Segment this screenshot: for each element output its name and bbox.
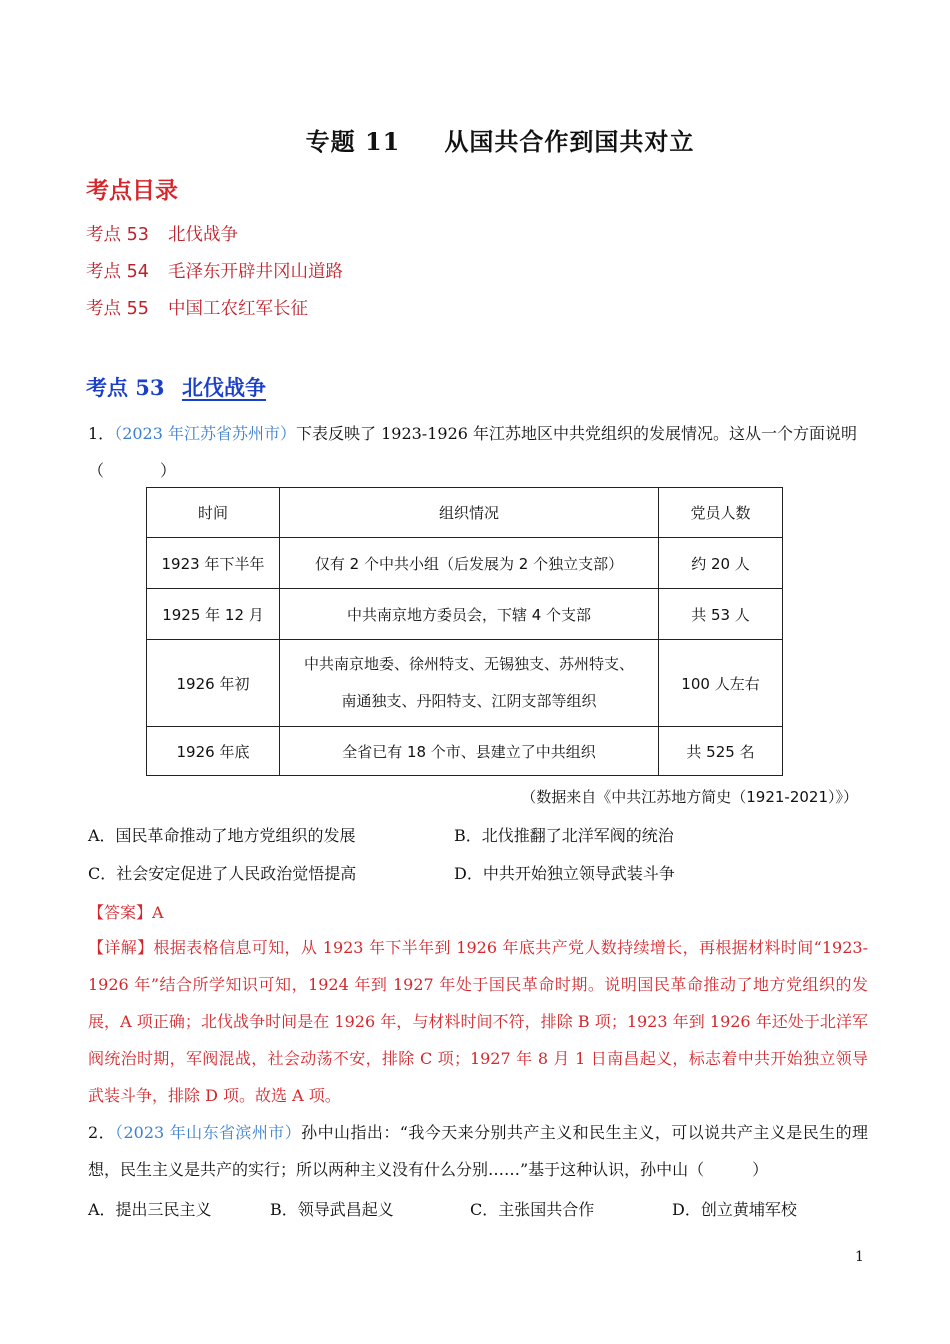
table-cell: 共 53 人: [659, 589, 783, 640]
table-cell: [280, 640, 659, 727]
title-prefix: 专题 11: [305, 127, 401, 156]
explanation: [88, 929, 868, 1114]
table-header: 组织情况: [280, 488, 659, 538]
table-row: [147, 640, 783, 727]
table-header: 时间: [147, 488, 280, 538]
toc-item-label: 毛泽东开辟井冈山道路: [168, 262, 343, 282]
toc-item-num: 考点 55: [86, 299, 149, 319]
answer-label: 【答案】: [88, 903, 153, 922]
option-a[interactable]: A．国民革命推动了地方党组织的发展: [88, 826, 356, 845]
table-cell: 1923 年下半年: [147, 538, 280, 589]
table-citation: （数据来自《中共江苏地方简史（1921-2021）》）: [521, 788, 858, 806]
toc-item[interactable]: [86, 258, 343, 283]
answer-value: A: [152, 903, 164, 922]
table-header-row: [147, 488, 783, 538]
question-source: （2023 年山东省滨州市）: [115, 1123, 302, 1142]
table-cell: 1925 年 12 月: [147, 589, 280, 640]
table-cell: 全省已有 18 个市、县建立了中共组织: [280, 727, 659, 776]
table-row: [147, 538, 783, 589]
option-b[interactable]: B．领导武昌起义: [270, 1200, 394, 1219]
question-text: 下表反映了 1923-1926 年江苏地区中共党组织的发展情况。这从一个方面说明: [296, 424, 858, 443]
option-b[interactable]: B．北伐推翻了北洋军阀的统治: [454, 826, 674, 845]
option-a[interactable]: A．提出三民主义: [88, 1200, 212, 1219]
option-d[interactable]: D．中共开始独立领导武装斗争: [454, 864, 675, 883]
explanation-label: 【详解】: [88, 938, 154, 957]
table-cell-line: 中共南京地委、徐州特支、无锡独支、苏州特支、: [303, 655, 634, 673]
toc-item-num: 考点 54: [86, 262, 149, 282]
explanation-text: 根据表格信息可知，从 1923 年下半年到 1926 年底共产党人数持续增长，再根据材料时间“1923-1926 年”结合所学知识可知，1924 年到 1927 年处于国民革命时期。说明国民革命推动了地方党组织的发展，A 项正确；北伐战争时间是在 1926 年，与材料时间不符，排除 B 项；1923 年到 1926 年还处于北洋军阀统治时期，军阀混战，社会动荡不安，排除 C 项；1927 年 8 月 1 日南昌起义，标志着中共开始独立领导武装斗争，排除 D 项。故选 A 项。: [88, 938, 868, 1105]
toc-item-label: 北伐战争: [168, 225, 238, 245]
option-d[interactable]: D．创立黄埔军校: [672, 1200, 797, 1219]
table-cell: 共 525 名: [659, 727, 783, 776]
option-c[interactable]: C．社会安定促进了人民政治觉悟提高: [88, 864, 357, 883]
table-cell-line: 南通独支、丹阳特支、江阴支部等组织: [341, 692, 597, 710]
table-cell: 仅有 2 个中共小组（后发展为 2 个独立支部）: [280, 538, 659, 589]
paren-open: （: [88, 461, 105, 480]
question-source: （2023 年江苏省苏州市）: [114, 424, 296, 443]
question-number: 2．: [88, 1123, 116, 1142]
document-title: [0, 122, 950, 157]
section-num: 考点 53: [86, 375, 165, 400]
question-1-stem: [88, 421, 857, 444]
question-number: 1．: [88, 424, 115, 443]
question-2-stem: [88, 1114, 868, 1188]
section-heading-link[interactable]: [86, 372, 266, 402]
table-row: [147, 727, 783, 776]
toc-item-num: 考点 53: [86, 225, 149, 245]
toc-item[interactable]: [86, 295, 308, 320]
table-header: 党员人数: [659, 488, 783, 538]
paren-close: ）: [160, 461, 177, 480]
table-cell: 约 20 人: [659, 538, 783, 589]
table-row: [147, 589, 783, 640]
page-number: 1: [855, 1249, 864, 1265]
table-cell: 1926 年底: [147, 727, 280, 776]
option-c[interactable]: C．主张国共合作: [470, 1200, 595, 1219]
question-1-answer-blank: [88, 458, 176, 481]
data-table: [146, 487, 783, 776]
toc-item[interactable]: [86, 221, 238, 246]
toc-heading: 考点目录: [86, 177, 178, 204]
section-label: 北伐战争: [182, 375, 266, 400]
answer-line: [88, 900, 164, 923]
table-cell: 中共南京地方委员会，下辖 4 个支部: [280, 589, 659, 640]
question-text: 孙中山指出：“我今天来分别共产主义和民生主义，可以说共产主义是民生的理想，民生主义是共产的实行；所以两种主义没有什么分别……”基于这种认识，孙中山（ ）: [88, 1123, 868, 1179]
table-cell: 100 人左右: [659, 640, 783, 727]
toc-item-label: 中国工农红军长征: [168, 299, 308, 319]
table-cell: 1926 年初: [147, 640, 280, 727]
title-main: 从国共合作到国共对立: [444, 127, 695, 156]
